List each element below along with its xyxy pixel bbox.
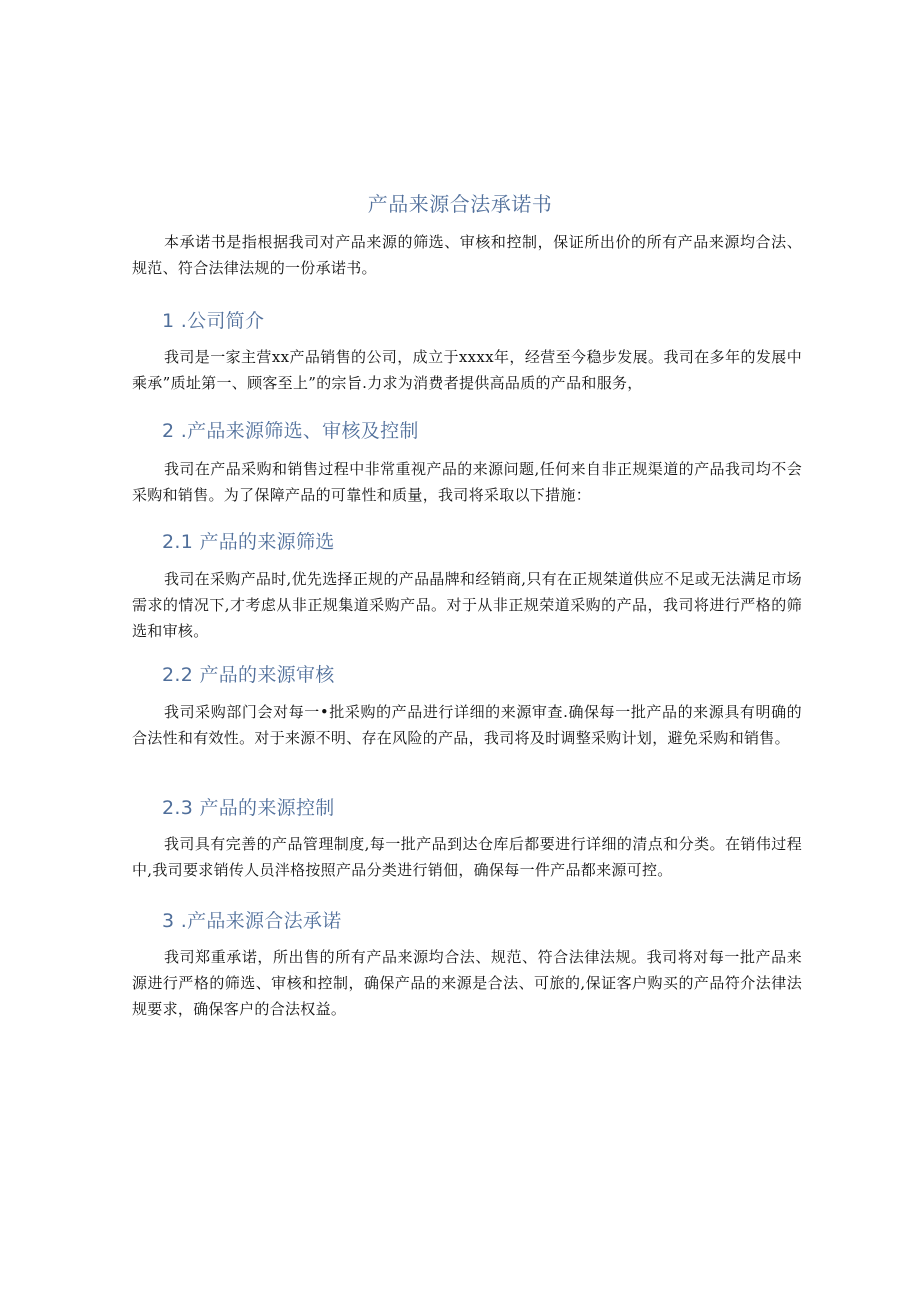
intro-paragraph: 本承诺书是指根据我司对产品来源的筛选、审核和控制，保证所出价的所有产品来源均合法、规范、符合法律法规的一份承诺书。 bbox=[132, 233, 802, 277]
section-heading-source-review: 2.2 产品的来源审核 bbox=[162, 664, 335, 686]
section-body-source-management: 我司具有完善的产品管理制度,每一批产品到达仓库后都要进行详细的清点和分类。在销伟过程中,我司要求销传人员泮格按照产品分类进行销佃，确保每一件产品都来源可控。 bbox=[132, 835, 802, 879]
section-body-source-control: 我司在产品采购和销售过程中非常重视产品的来源问题,任何来自非正规渠道的产品我司均不会采购和销售。为了保障产品的可靠性和质量，我司将采取以下措施： bbox=[132, 460, 802, 504]
section-heading-company-intro: 1 .公司简介 bbox=[162, 310, 265, 332]
document-title: 产品来源合法承诺书 bbox=[367, 192, 553, 216]
section-heading-source-management: 2.3 产品的来源控制 bbox=[162, 797, 335, 819]
section-body-company-intro: 我司是一家主营xx产品销售的公司，成立于xxxx年，经营至今稳步发展。我司在多年的发展中乘承”质址第一、顾客至上”的宗旨.力求为消费者提供高品质的产品和服务， bbox=[132, 348, 802, 392]
section-body-legal-commitment: 我司郑重承诺，所出售的所有产品来源均合法、规范、符合法律法规。我司将对每一批产品来源进行严格的筛选、审核和控制，确保产品的来源是合法、可旅的,保证客户购买的产品符介法律法规要求，确保客户的合法权益。 bbox=[132, 948, 802, 1018]
section-heading-source-control: 2 .产品来源筛选、审核及控制 bbox=[162, 420, 419, 442]
section-heading-source-screening: 2.1 产品的来源筛选 bbox=[162, 531, 335, 553]
section-body-source-review: 我司采购部门会对每一•批采购的产品进行详细的来源审查.确保每一批产品的来源具有明确的合法性和有效性。对于来源不明、存在风险的产品，我司将及时调整采购计划，避免采购和销售。 bbox=[132, 703, 802, 747]
section-body-source-screening: 我司在采购产品时,优先选择正规的产品晶牌和经销商,只有在正规桀道供应不足或无法满足市场需求的情况下,才考虑从非正规集道采购产品。对于从非正规荣道采购的产品，我司将进行严格的筛选和审核。 bbox=[132, 570, 802, 640]
section-heading-legal-commitment: 3 .产品来源合法承诺 bbox=[162, 910, 342, 932]
